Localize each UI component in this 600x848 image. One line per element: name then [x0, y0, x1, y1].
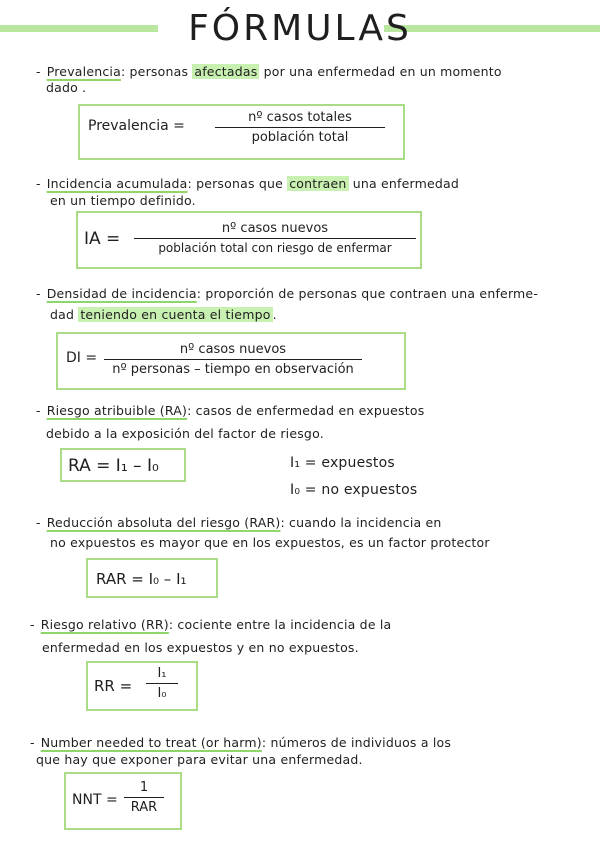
densidad-incidencia-term: Densidad de incidencia: [46, 286, 197, 301]
formula-lhs: NNT =: [72, 792, 118, 808]
formula-text: RAR = I₀ – I₁: [96, 570, 187, 588]
legend-unexposed: I₀ = no expuestos: [290, 482, 418, 498]
formula-lhs: IA =: [84, 229, 121, 249]
highlight: afectadas: [194, 64, 258, 79]
fraction-rule: [215, 127, 385, 128]
prevalencia-formula-box: [78, 104, 405, 160]
densidad-incidencia-definition-line2: dad teniendo en cuenta el tiempo .: [50, 307, 277, 322]
rar-definition: - Reducción absoluta del riesgo (RAR): cuando la incidencia en: [36, 515, 442, 530]
riesgo-atribuible-definition: - Riesgo atribuible (RA): casos de enfermedad en expuestos: [36, 403, 425, 418]
formula-denominator: nº personas – tiempo en observación: [112, 362, 354, 377]
highlight: teniendo en cuenta el tiempo: [80, 307, 271, 322]
incidencia-acumulada-definition-line2: en un tiempo definido.: [50, 193, 196, 208]
rr-definition-line2: enfermedad en los expuestos y en no expuestos.: [42, 640, 359, 655]
fraction-rule: [134, 238, 416, 239]
rr-formula-box: [86, 661, 198, 711]
rar-term: Reducción absoluta del riesgo (RAR): [46, 515, 281, 530]
formula-fraction: [215, 110, 385, 145]
formula-fraction: [104, 342, 362, 377]
formula-denominator: RAR: [130, 800, 158, 815]
densidad-incidencia-definition: - Densidad de incidencia: proporción de personas que contraen una enferme-: [36, 286, 539, 301]
formula-numerator: nº casos nuevos: [179, 342, 287, 357]
formula-lhs: RR =: [94, 677, 133, 695]
rr-term: Riesgo relativo (RR): [40, 617, 169, 632]
legend-exposed: I₁ = expuestos: [290, 455, 395, 471]
incidencia-acumulada-definition: - Incidencia acumulada: personas que contraen una enfermedad: [36, 176, 460, 191]
formula-denominator: I₀: [157, 686, 167, 701]
formula-denominator: población total con riesgo de enfermar: [158, 241, 392, 255]
formula-numerator: I₁: [157, 666, 167, 681]
nnt-definition-line2: que hay que exponer para evitar una enfermedad.: [36, 752, 363, 767]
formula-lhs: DI =: [66, 350, 98, 366]
prevalencia-definition: - Prevalencia: personas afectadas por una enfermedad en un momento: [36, 64, 502, 79]
nnt-term: Number needed to treat (or harm): [40, 735, 262, 750]
riesgo-atribuible-definition-line2: debido a la exposición del factor de riesgo.: [46, 426, 324, 441]
rar-formula-box: [86, 558, 218, 598]
formula-denominator: población total: [251, 130, 349, 145]
fraction-rule: [104, 359, 362, 360]
formula-numerator: nº casos nuevos: [221, 221, 329, 236]
riesgo-atribuible-formula-box: [60, 448, 186, 482]
rar-definition-line2: no expuestos es mayor que en los expuestos, es un factor protector: [50, 535, 490, 550]
formula-fraction: [146, 666, 178, 701]
formula-fraction: [124, 780, 164, 815]
formula-numerator: 1: [139, 780, 149, 795]
highlight: contraen: [289, 176, 347, 191]
fraction-rule: [146, 683, 178, 684]
formula-lhs: Prevalencia =: [88, 118, 185, 134]
formula-fraction: [134, 221, 416, 255]
fraction-rule: [124, 797, 164, 798]
page-title: FÓRMULAS: [188, 8, 412, 49]
prevalencia-term: Prevalencia: [46, 64, 121, 79]
riesgo-atribuible-term: Riesgo atribuible (RA): [46, 403, 188, 418]
formula-numerator: nº casos totales: [248, 110, 352, 125]
incidencia-acumulada-term: Incidencia acumulada: [46, 176, 188, 191]
formula-text: RA = I₁ – I₀: [68, 456, 159, 476]
nnt-formula-box: [64, 772, 182, 830]
prevalencia-definition-line2: dado .: [46, 80, 87, 95]
incidencia-acumulada-formula-box: [76, 211, 422, 269]
nnt-definition: - Number needed to treat (or harm): números de individuos a los: [30, 735, 452, 750]
rr-definition: - Riesgo relativo (RR): cociente entre la incidencia de la: [30, 617, 392, 632]
densidad-incidencia-formula-box: [56, 332, 406, 390]
